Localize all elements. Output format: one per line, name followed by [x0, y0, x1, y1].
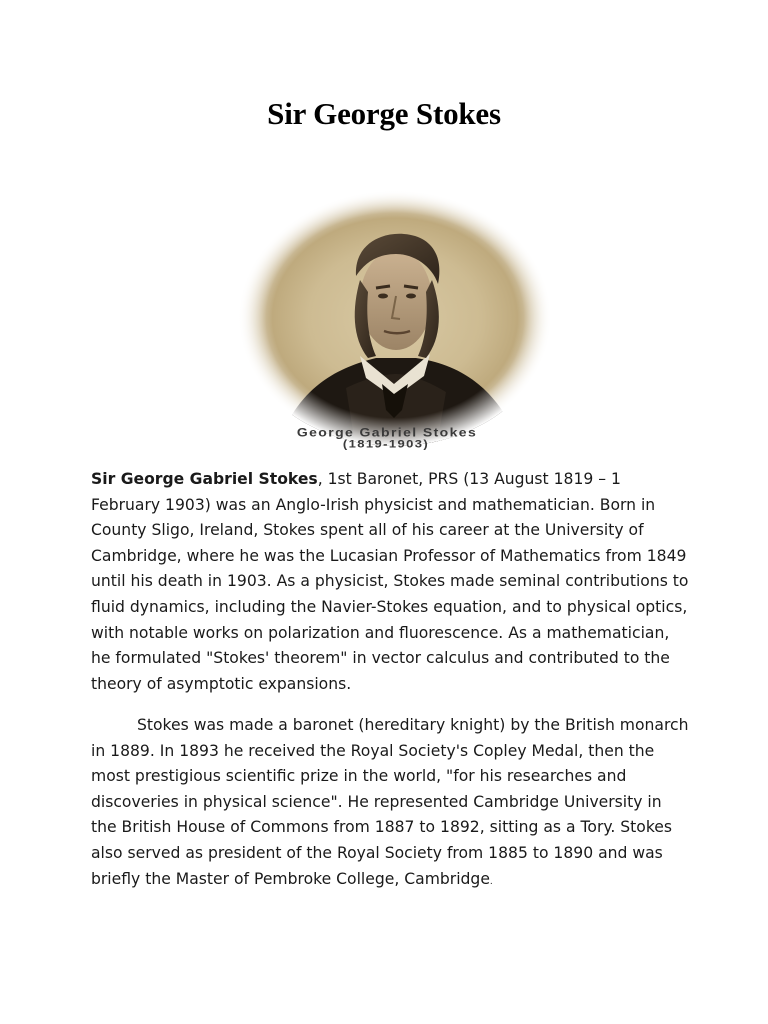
- paragraph-trailing-period: .: [489, 876, 493, 887]
- paragraph-text: Stokes was made a baronet (hereditary knight) by the British monarch in 1889. In 1893 he received the Royal Society's Copley Medal, then the most prestigious scientific prize in the world, "for his researches and discoveries in physical science". He represented Cambridge University in the British House of Commons from 1887 to 1892, sitting as a Tory. Stokes also served as president of the Royal Society from 1885 to 1890 and was briefly the Master of Pembroke College, Cambridge: [91, 716, 689, 888]
- paragraph-biography: [91, 467, 691, 697]
- portrait-image: [236, 188, 554, 450]
- paragraph-honours: [91, 713, 691, 895]
- portrait-caption-name: George Gabriel Stokes: [296, 425, 478, 439]
- paragraph-bold-lead: Sir George Gabriel Stokes: [91, 470, 318, 488]
- paragraph-text: , 1st Baronet, PRS (13 August 1819 – 1 February 1903) was an Anglo-Irish physicist and mathematician. Born in County Sligo, Ireland, Stokes spent all of his career at the University of Cambridge, where he was the Lucasian Professor of Mathematics from 1849 until his death in 1903. As a physicist, Stokes made seminal contributions to fluid dynamics, including the Navier-Stokes equation, and to physical optics, with notable works on polarization and fluorescence. As a mathematician, he formulated "Stokes' theorem" in vector calculus and contributed to the theory of asymptotic expansions.: [91, 470, 689, 693]
- page-title: Sir George Stokes: [267, 96, 501, 131]
- portrait-caption-years: (1819-1903): [342, 437, 430, 450]
